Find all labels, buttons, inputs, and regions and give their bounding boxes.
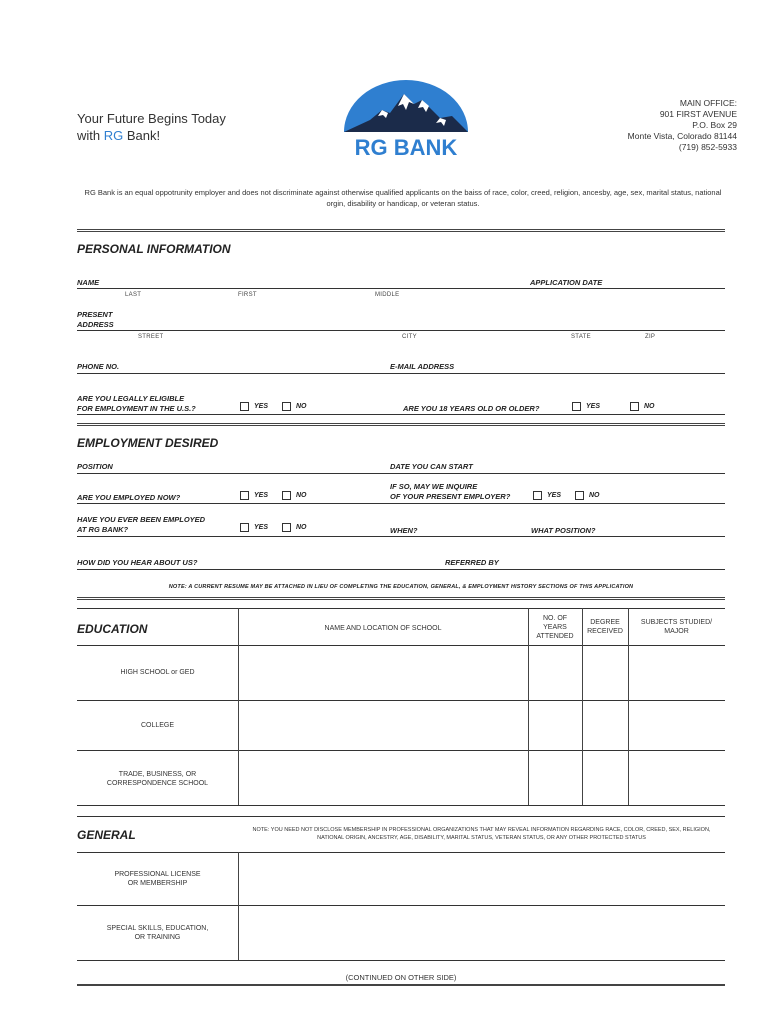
general-note: [238, 826, 725, 842]
row-label: OR TRAINING: [134, 934, 181, 941]
tagline-bank: Bank!: [123, 128, 161, 143]
general-note-line: NATIONAL ORIGIN, ANCESTRY, AGE, DISABILITY, MARITAL STATUS, VETERAN STATUS, OR ANY OTHER PROTECTED STATUS: [317, 835, 646, 841]
yes-label: YES: [254, 492, 269, 499]
office-line: P.O. Box 29: [692, 120, 737, 130]
general-row-line: [77, 905, 725, 906]
col-degree-header: [582, 618, 628, 636]
row-high-school: [77, 668, 238, 677]
tagline-with: with: [77, 128, 104, 143]
section-divider: [77, 423, 725, 426]
inquire-label: [390, 482, 510, 502]
checkbox-icon[interactable]: [533, 491, 542, 500]
no-label: NO: [644, 403, 655, 410]
col-divider: [582, 608, 583, 805]
first-sublabel: FIRST: [238, 292, 257, 298]
employed-yes-option[interactable]: [240, 491, 268, 500]
age-yes-option[interactable]: [572, 402, 600, 411]
yes-label: YES: [547, 492, 562, 499]
resume-note: NOTE: A CURRENT RESUME MAY BE ATTACHED IN LIEU OF COMPLETING THE EDUCATION, GENERAL, & EMPLOYMENT HISTORY SECTIONS OF THIS APPLICATION: [168, 584, 634, 590]
eligible-line-1: ARE YOU LEGALLY ELIGIBLE: [77, 394, 185, 403]
checkbox-icon[interactable]: [240, 402, 249, 411]
main-office-address: [628, 98, 737, 153]
legally-eligible-label: [77, 394, 196, 414]
checkbox-icon[interactable]: [575, 491, 584, 500]
yes-label: YES: [254, 524, 269, 531]
phone-label: PHONE NO.: [77, 362, 120, 371]
city-sublabel: CITY: [402, 334, 417, 340]
general-row-line: [77, 960, 725, 961]
email-label: E-MAIL ADDRESS: [390, 362, 455, 371]
row-label: SPECIAL SKILLS, EDUCATION,: [106, 925, 209, 932]
name-line[interactable]: [77, 288, 725, 289]
row-label: OR MEMBERSHIP: [127, 880, 188, 887]
name-label: NAME: [77, 278, 100, 287]
general-row-line: [77, 852, 725, 853]
row-label: CORRESPONDENCE SCHOOL: [106, 780, 209, 787]
logo-text: RG BANK: [354, 135, 458, 160]
state-sublabel: STATE: [571, 334, 591, 340]
eeo-statement: RG Bank is an equal oppotrunity employer and does not discriminate against otherwise qualified applicants on the baiss of race, color, creed, religion, ancesby, age, sex, marital status, national orgin, disability or handicap, or veteran status.: [84, 188, 722, 208]
no-label: NO: [296, 403, 307, 410]
checkbox-icon[interactable]: [282, 402, 291, 411]
years-line: ATTENDED: [536, 633, 574, 640]
no-label: NO: [296, 524, 307, 531]
address-text: ADDRESS: [77, 320, 114, 329]
checkbox-icon[interactable]: [240, 491, 249, 500]
row-trade-school: [77, 770, 238, 788]
what-position-label: WHAT POSITION?: [531, 526, 596, 535]
employed-line: [77, 503, 725, 504]
no-label: NO: [296, 492, 307, 499]
col-divider: [238, 608, 239, 805]
col-years-header: [528, 614, 582, 641]
age-18-label: ARE YOU 18 YEARS OLD OR OLDER?: [403, 404, 540, 413]
yes-label: YES: [586, 403, 601, 410]
page-bottom-line: [77, 984, 725, 986]
referred-by-label: REFERRED BY: [445, 558, 499, 567]
how-hear-label: HOW DID YOU HEAR ABOUT US?: [77, 558, 198, 567]
inquire-no-option[interactable]: [575, 491, 600, 500]
middle-sublabel: MIDDLE: [375, 292, 400, 298]
street-sublabel: STREET: [138, 334, 164, 340]
education-table-bottom: [77, 805, 725, 806]
position-label: POSITION: [77, 462, 113, 471]
office-line: 901 FIRST AVENUE: [659, 109, 737, 119]
position-line[interactable]: [77, 473, 725, 474]
present-address-label: [77, 310, 114, 330]
section-divider: [77, 597, 725, 600]
ever-no-option[interactable]: [282, 523, 307, 532]
personal-info-title: PERSONAL INFORMATION: [77, 242, 231, 256]
present-text: PRESENT: [77, 310, 113, 319]
inquire-line-1: IF SO, MAY WE INQUIRE: [390, 482, 478, 491]
row-label: COLLEGE: [140, 722, 175, 729]
ever-yes-option[interactable]: [240, 523, 268, 532]
eligible-no-option[interactable]: [282, 402, 307, 411]
tagline-line-1: Your Future Begins Today: [77, 111, 226, 126]
no-label: NO: [589, 492, 600, 499]
age-no-option[interactable]: [630, 402, 655, 411]
phone-email-line[interactable]: [77, 373, 725, 374]
office-line: Monte Vista, Colorado 81144: [627, 131, 737, 141]
eligibility-line: [77, 414, 725, 415]
ever-line-1: HAVE YOU EVER BEEN EMPLOYED: [77, 515, 206, 524]
eligible-yes-option[interactable]: [240, 402, 268, 411]
years-line: NO. OF: [542, 615, 568, 622]
general-note-line: NOTE: YOU NEED NOT DISCLOSE MEMBERSHIP IN PROFESSIONAL ORGANIZATIONS THAT MAY REVEAL INFORMATION REGARDING RACE, COLOR, CREED, SEX, RELIGION,: [252, 827, 711, 833]
continued-note: (CONTINUED ON OTHER SIDE): [345, 973, 457, 982]
checkbox-icon[interactable]: [282, 491, 291, 500]
yes-label: YES: [254, 403, 269, 410]
subjects-line: MAJOR: [664, 628, 689, 635]
row-label: PROFESSIONAL LICENSE: [114, 871, 201, 878]
degree-line: RECEIVED: [587, 628, 623, 635]
col-subjects-header: [628, 618, 725, 636]
checkbox-icon[interactable]: [282, 523, 291, 532]
row-label: TRADE, BUSINESS, OR: [118, 771, 197, 778]
tagline: [77, 110, 226, 144]
section-divider: [77, 229, 725, 232]
checkbox-icon[interactable]: [630, 402, 639, 411]
office-line: MAIN OFFICE:: [679, 98, 737, 108]
office-line: (719) 852-5933: [678, 142, 737, 152]
date-start-label: DATE YOU CAN START: [390, 462, 473, 471]
col-school-header: NAME AND LOCATION OF SCHOOL: [324, 625, 442, 632]
inquire-line-2: OF YOUR PRESENT EMPLOYER?: [390, 492, 511, 501]
ever-line-2: AT RG BANK?: [77, 525, 129, 534]
address-line[interactable]: [77, 330, 725, 331]
rg-bank-logo: [336, 80, 476, 162]
row-special-skills: [77, 924, 238, 942]
checkbox-icon[interactable]: [240, 523, 249, 532]
col-divider: [628, 608, 629, 805]
inquire-yes-option[interactable]: [533, 491, 561, 500]
years-line: YEARS: [543, 624, 567, 631]
degree-line: DEGREE: [590, 619, 620, 626]
mountain-logo-icon: [336, 80, 476, 162]
ever-employed-label: [77, 515, 205, 535]
general-title: GENERAL: [77, 828, 136, 842]
zip-sublabel: ZIP: [645, 334, 656, 340]
last-sublabel: LAST: [125, 292, 142, 298]
ever-employed-line[interactable]: [77, 536, 725, 537]
general-top-line: [77, 816, 725, 817]
when-label: WHEN?: [390, 526, 418, 535]
application-date-label: APPLICATION DATE: [530, 278, 603, 287]
employment-desired-title: EMPLOYMENT DESIRED: [77, 436, 219, 450]
row-professional-license: [77, 870, 238, 888]
employed-no-option[interactable]: [282, 491, 307, 500]
eligible-line-2: FOR EMPLOYMENT IN THE U.S.?: [77, 404, 196, 413]
row-college: [77, 721, 238, 730]
checkbox-icon[interactable]: [572, 402, 581, 411]
referral-line[interactable]: [77, 569, 725, 570]
col-divider: [238, 852, 239, 960]
row-label: HIGH SCHOOL or GED: [120, 669, 195, 676]
tagline-line-2: [77, 127, 226, 144]
education-title: EDUCATION: [77, 622, 148, 636]
employed-now-label: ARE YOU EMPLOYED NOW?: [77, 493, 181, 502]
tagline-rg: RG: [103, 128, 124, 143]
subjects-line: SUBJECTS STUDIED/: [640, 619, 713, 626]
